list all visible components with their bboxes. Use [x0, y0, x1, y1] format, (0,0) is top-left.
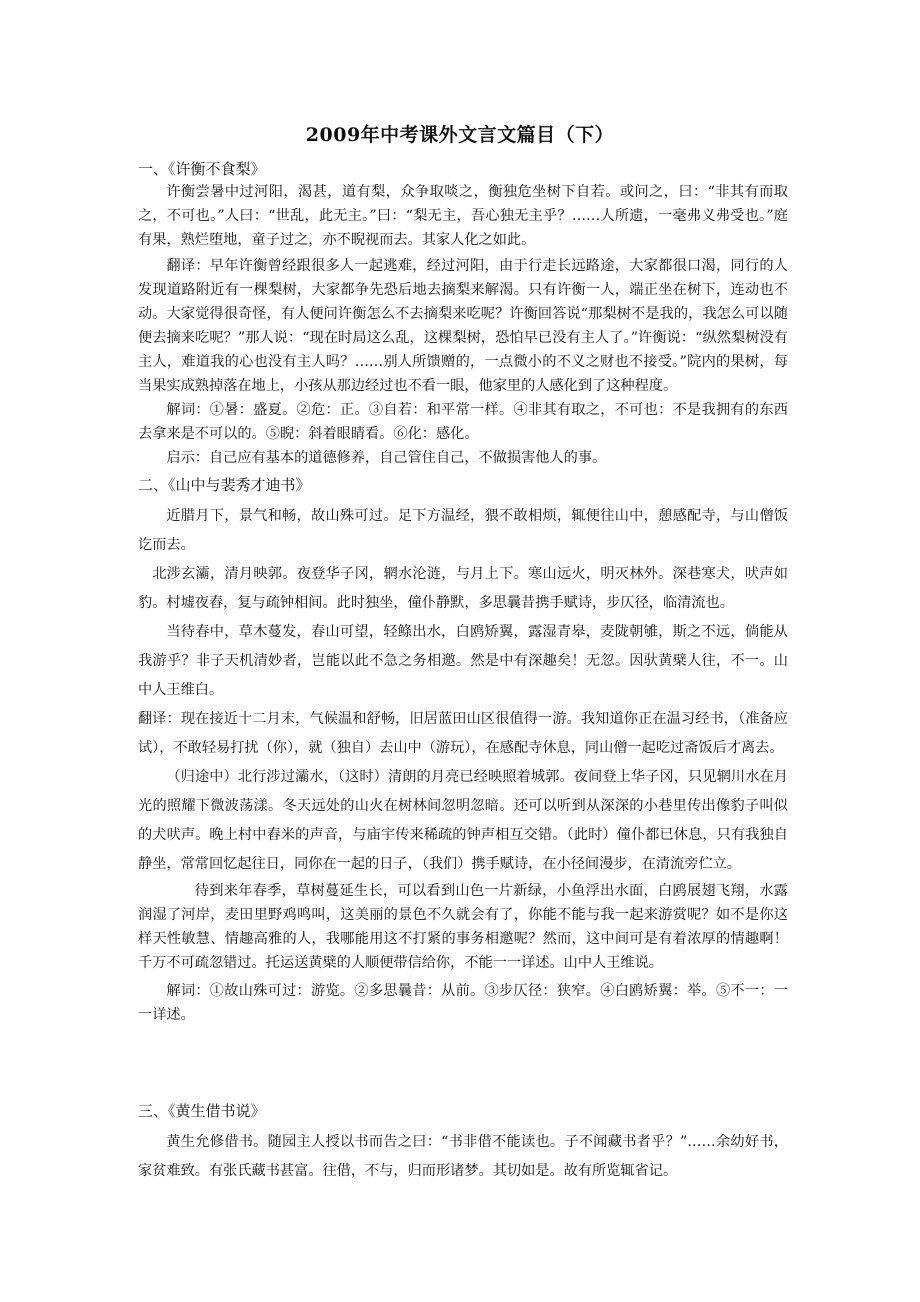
- section-wang-wei-letter: [138, 474, 788, 1027]
- glossary-text: 解词：①故山殊可过：游览。②多思曩昔：从前。③步仄径：狭窄。④白鸥矫翼：举。⑤不一：一一详述。: [138, 983, 788, 1023]
- section-xu-heng: [138, 158, 788, 470]
- translation-para-2: （归途中）北行涉过灞水，（这时）清朗的月亮已经映照着城郭。夜间登上华子冈，只见辋川水在月光的照耀下微波荡漾。冬天远处的山火在树林间忽明忽暗。还可以听到从深深的小巷里传出像豹子叫似的犬吠声。晚上村中舂米的声音，与庙宇传来稀疏的钟声相互交错。（此时）僮仆都已休息，只有我独自静坐，常常回忆起往日，同你在一起的日子，（我们）携手赋诗，在小径间漫步，在清流旁伫立。: [138, 769, 788, 872]
- moral-text: 启示：自己应有基本的道德修养，自己管住自己，不做损害他人的事。: [166, 450, 607, 466]
- translation-text: 翻译：早年许衡曾经跟很多人一起逃难，经过河阳，由于行走长远路途，大家都很口渴，同行的人发现道路附近有一棵梨树，大家都争先恐后地去摘梨来解渴。只有许衡一人，端正坐在树下，连动也不动。大家觉得很奇怪，有人便问许衡怎么不去摘梨来吃呢？许衡回答说“那梨树不是我的，我怎么可以随便去摘来吃呢？”那人说：“现在时局这么乱，这棵梨树，恐怕早已没有主人了。”许衡说：“纵然梨树没有主人，难道我的心也没有主人吗？……别人所馈赠的，一点微小的不义之财也不接受。”院内的果树，每当果实成熟掉落在地上，小孩从那边经过也不看一眼，他家里的人感化到了这种程度。: [138, 258, 788, 394]
- section-heading: 一、《许衡不食梨》: [138, 160, 266, 178]
- translation-para-3: 待到来年春季，草树蔓延生长，可以看到山色一片新绿，小鱼浮出水面，白鸥展翅飞翔，水露润湿了河岸，麦田里野鸡鸣叫，这美丽的景色不久就会有了，你能不能与我一起来游赏呢？如不是你这样天性敏慧、情趣高雅的人，我哪能用这不打紧的事务相邀呢？然而，这中间可是有着浓厚的情趣啊！千万不可疏忽错过。托运送黄檗的人顺便带信给你，不能一一详述。山中人王维说。: [138, 883, 788, 971]
- translation-para-1: 翻译：现在接近十二月末，气候温和舒畅，旧居蓝田山区很值得一游。我知道你正在温习经书，（准备应试），不敢轻易打扰（你），就（独自）去山中（游玩），在感配寺休息，同山僧一起吃过斋饭后才离去。: [138, 711, 788, 756]
- section-huang-sheng: [138, 1100, 788, 1186]
- section-heading: 二、《山中与裴秀才迪书》: [138, 476, 311, 494]
- glossary-text: 解词：①暑：盛夏。②危：正。③自若：和平常一样。④非其有取之，不可也：不是我拥有的东西去拿来是不可以的。⑤睨：斜着眼睛看。⑥化：感化。: [138, 402, 788, 442]
- original-text: 许衡尝暑中过河阳，渴甚，道有梨，众争取啖之，衡独危坐树下自若。或问之，曰：“非其有而取之，不可也。”人曰：“世乱，此无主。”曰：“梨无主，吾心独无主乎？……人所遗，一毫弗义弗受也。”庭有果，熟烂堕地，童子过之，亦不睨视而去。其家人化之如此。: [138, 184, 788, 248]
- document-title: 2009年中考课外文言文篇目（下）: [305, 124, 615, 146]
- section-heading: 三、《黄生借书说》: [138, 1102, 266, 1120]
- original-para-1: 黄生允修借书。随园主人授以书而告之曰：“书非借不能读也。子不闻藏书者乎？”……余幼好书，家贫难致。有张氏藏书甚富。往借，不与，归而形诸梦。其切如是。故有所览辄省记。: [138, 1134, 788, 1179]
- original-para-1: 近腊月下，景气和畅，故山殊可过。足下方温经，猥不敢相烦，辄便往山中，憩感配寺，与山僧饭讫而去。: [138, 508, 788, 553]
- original-para-2: 北涉玄灞，清月映郭。夜登华子冈，辋水沦涟，与月上下。寒山远火，明灭林外。深巷寒犬，吠声如豹。村墟夜舂，复与疏钟相间。此时独坐，僮仆静默，多思曩昔携手赋诗，步仄径，临清流也。: [138, 566, 788, 611]
- original-para-3: 当待春中，草木蔓发，春山可望，轻鲦出水，白鸥矫翼，露湿青皋，麦陇朝雊，斯之不远，倘能从我游乎？非子天机清妙者，岂能以此不急之务相邀。然是中有深趣矣！无忽。因驮黄檗人往，不一。山中人王维白。: [138, 624, 788, 698]
